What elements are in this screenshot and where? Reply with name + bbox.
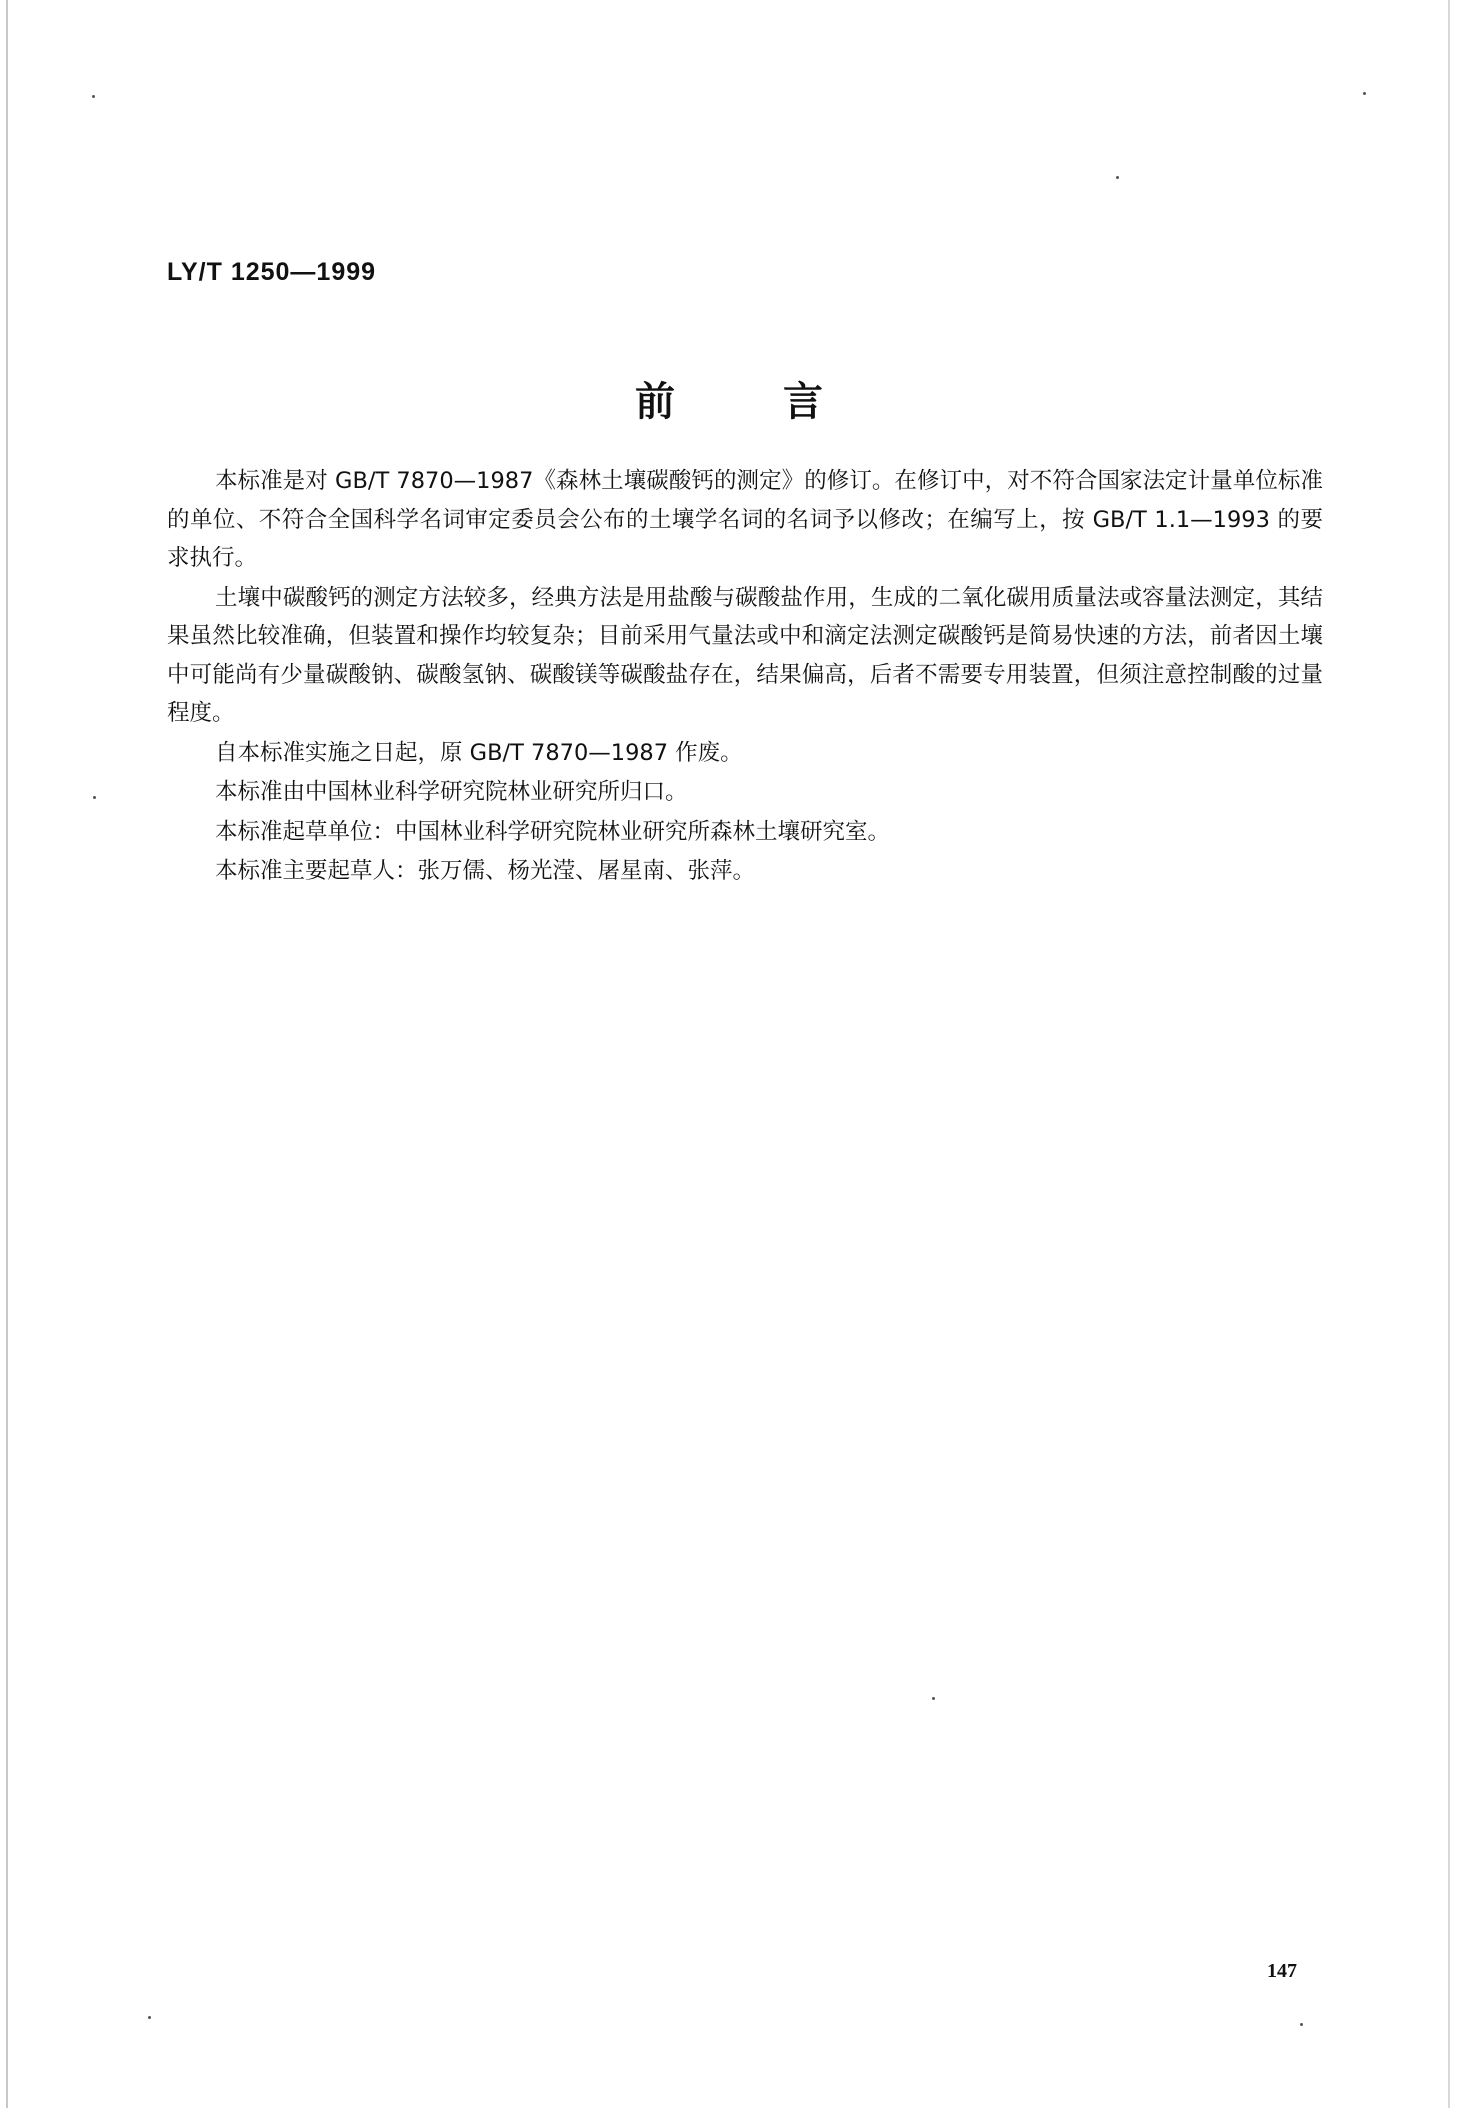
scan-speck (148, 2016, 151, 2019)
page-number: 147 (1267, 1960, 1297, 1982)
standard-code: LY/T 1250—1999 (167, 258, 377, 286)
paragraph-drafters: 本标准主要起草人：张万儒、杨光滢、屠星南、张萍。 (215, 858, 756, 884)
paragraph-administered-by: 本标准由中国林业科学研究院林业研究所归口。 (215, 779, 688, 805)
scan-speck (1300, 2023, 1303, 2026)
paragraph-methods: 土壤中碳酸钙的测定方法较多，经典方法是用盐酸与碳酸盐作用，生成的二氧化碳用质量法或容量法测定，其结果虽然比较准确，但装置和操作均较复杂；目前采用气量法或中和滴定法测定碳酸钙是简易快速的方法，前者因土壤中可能尚有少量碳酸钠、碳酸氢钠、碳酸镁等碳酸盐存在，结果偏高，后者不需要专用装置，但须注意控制酸的过量程度。 (167, 584, 1323, 726)
paragraph-revision: 本标准是对 GB/T 7870—1987《森林土壤碳酸钙的测定》的修订。在修订中，对不符合国家法定计量单位标准的单位、不符合全国科学名词审定委员会公布的土壤学名词的名词予以修改；在编写上，按 GB/T 1.1—1993 的要求执行。 (167, 468, 1323, 571)
paragraph-drafting-unit: 本标准起草单位：中国林业科学研究院林业研究所森林土壤研究室。 (215, 818, 891, 845)
scan-speck (932, 1697, 935, 1700)
scan-edge-left (6, 0, 8, 2108)
scan-edge-right (1448, 0, 1450, 2108)
scan-speck (92, 95, 95, 98)
title-char-left: 前 (635, 379, 675, 425)
scan-speck (93, 796, 96, 799)
foreword-body (167, 462, 1323, 892)
scan-speck (1363, 92, 1366, 95)
paragraph-supersedes: 自本标准实施之日起，原 GB/T 7870—1987 作废。 (215, 739, 743, 766)
scan-speck (1116, 176, 1119, 179)
page-title (0, 370, 1458, 427)
title-char-right: 言 (783, 379, 823, 425)
